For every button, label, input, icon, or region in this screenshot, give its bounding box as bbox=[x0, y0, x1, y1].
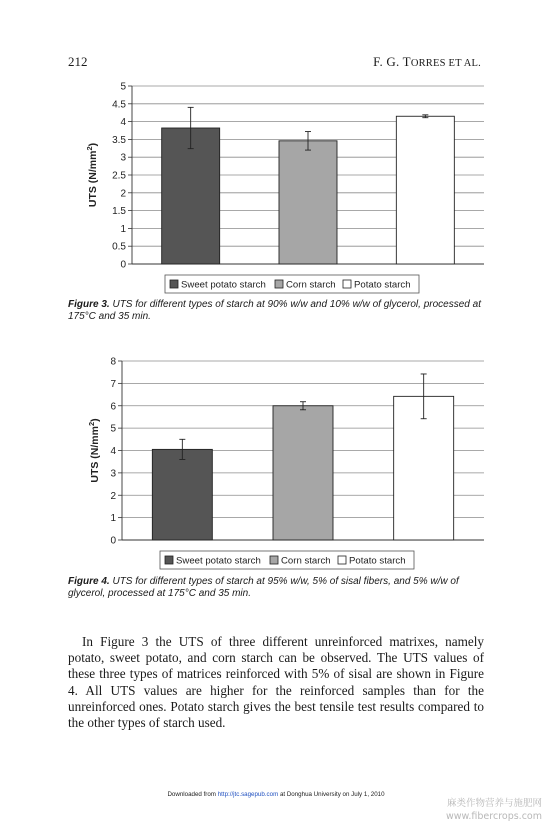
y-axis-label-close: ) bbox=[87, 142, 99, 147]
y-tick-label: 3.5 bbox=[112, 134, 126, 146]
running-head-smallcaps: ORRES ET AL. bbox=[410, 58, 481, 69]
y-axis-label-text: UTS (N/mm bbox=[89, 426, 101, 483]
y-tick-label: 4 bbox=[110, 446, 116, 457]
y-tick-label: 4.5 bbox=[112, 99, 126, 111]
figure-4-caption bbox=[68, 576, 484, 600]
y-tick-label: 2.5 bbox=[112, 170, 126, 182]
watermark-line-1: 麻类作物营养与施肥网 bbox=[446, 798, 542, 809]
y-tick-label: 2 bbox=[110, 490, 116, 502]
figure-3-label: Figure 3. bbox=[68, 299, 110, 310]
bar bbox=[273, 406, 333, 540]
y-axis-label-close: ) bbox=[89, 418, 101, 422]
y-tick-label: 4 bbox=[120, 117, 126, 129]
page-number: 212 bbox=[68, 54, 88, 69]
legend-label: Corn starch bbox=[286, 279, 336, 291]
y-tick-label: 3 bbox=[110, 468, 116, 480]
legend-label: Sweet potato starch bbox=[181, 279, 266, 291]
figure-4-label: Figure 4. bbox=[68, 576, 110, 587]
watermark bbox=[446, 797, 542, 823]
y-tick-label: 5 bbox=[120, 81, 126, 93]
y-tick-label: 6 bbox=[110, 401, 116, 413]
legend-swatch bbox=[270, 556, 278, 564]
legend-label: Potato starch bbox=[354, 279, 411, 291]
footer-link[interactable]: http://jtc.sagepub.com bbox=[217, 791, 279, 798]
y-axis-label-sup: 2 bbox=[85, 146, 94, 151]
watermark-line-2: www.fibercrops.com bbox=[445, 811, 542, 822]
legend-label: Sweet potato starch bbox=[176, 555, 261, 567]
figure-3-caption-text: UTS for different types of starch at 90% w/w and 10% w/w of glycerol, processed at 175°C and 35 min. bbox=[68, 299, 481, 322]
y-tick-label: 1 bbox=[120, 223, 126, 235]
y-tick-label: 3 bbox=[120, 152, 126, 164]
y-tick-label: 0 bbox=[110, 535, 116, 547]
y-tick-label: 0 bbox=[120, 259, 126, 271]
y-tick-label: 1.5 bbox=[112, 206, 126, 218]
footer-prefix: Downloaded from bbox=[167, 791, 218, 798]
body-paragraph: In Figure 3 the UTS of three different unreinforced matrixes, namely potato, sweet potato, and corn starch can be observed. The UTS values of these three types of matrices reinforced with 5% of sisal are shown in Figure 4. All UTS values are higher for the reinforced samples than for the unreinforced ones. Potato starch gives the best tensile test results compared to the other types of starch used. bbox=[68, 634, 484, 731]
legend-swatch bbox=[338, 556, 346, 564]
running-head-initials: F. G. T bbox=[373, 54, 411, 69]
y-axis-label-sup: 2 bbox=[87, 421, 96, 427]
legend-label: Corn starch bbox=[281, 555, 331, 567]
y-tick-label: 1 bbox=[110, 513, 116, 525]
figure-4-caption-text: UTS for different types of starch at 95% w/w, 5% of sisal fibers, and 5% w/w of glycerol, processed at 175°C and 35 min. bbox=[68, 576, 459, 599]
bar bbox=[152, 449, 212, 540]
y-axis-label bbox=[87, 418, 101, 482]
y-tick-label: 7 bbox=[110, 378, 116, 390]
y-tick-label: 0.5 bbox=[112, 241, 126, 253]
y-tick-label: 8 bbox=[110, 356, 116, 368]
footer-suffix: at Donghua University on July 1, 2010 bbox=[278, 791, 385, 798]
y-tick-label: 5 bbox=[110, 423, 116, 435]
y-tick-label: 2 bbox=[120, 188, 126, 200]
legend-swatch bbox=[165, 556, 173, 564]
legend-label: Potato starch bbox=[349, 555, 406, 567]
y-axis-label-text: UTS (N/mm bbox=[87, 150, 99, 208]
